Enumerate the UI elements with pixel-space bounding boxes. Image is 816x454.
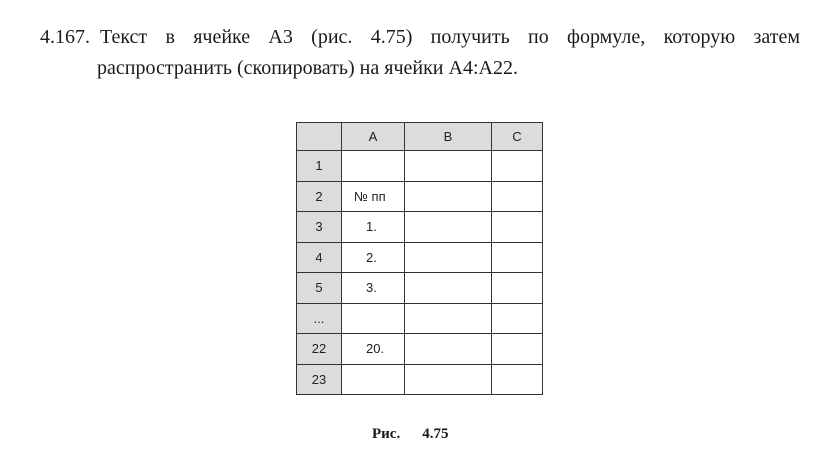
cell-b xyxy=(405,151,492,182)
column-header-b: B xyxy=(405,123,492,151)
cell-c xyxy=(492,212,543,243)
problem-statement xyxy=(40,22,800,84)
cell-c xyxy=(492,334,543,365)
row-header: 3 xyxy=(297,212,342,243)
row-header: ... xyxy=(297,303,342,334)
cell-b xyxy=(405,364,492,395)
problem-line-1 xyxy=(40,22,800,53)
cell-c xyxy=(492,181,543,212)
table-row xyxy=(297,303,543,334)
cell-c xyxy=(492,151,543,182)
cell-a xyxy=(342,364,405,395)
figure-caption xyxy=(372,426,448,443)
problem-text-line-1: Текст в ячейке А3 (рис. 4.75) получить по формуле, которую затем xyxy=(100,26,800,48)
problem-number: 4.167. xyxy=(40,26,90,48)
cell-a xyxy=(342,303,405,334)
cell-b xyxy=(405,273,492,304)
column-header-a: A xyxy=(342,123,405,151)
cell-b xyxy=(405,242,492,273)
problem-text-line-2: распространить (скопировать) на ячейки А4:А22. xyxy=(97,57,518,79)
table-row xyxy=(297,334,543,365)
cell-c xyxy=(492,303,543,334)
table-row xyxy=(297,212,543,243)
caption-number: 4.75 xyxy=(422,426,449,442)
problem-line-2 xyxy=(40,53,800,84)
column-header-c: C xyxy=(492,123,543,151)
table-row xyxy=(297,364,543,395)
caption-label: Рис. xyxy=(372,426,401,442)
corner-cell xyxy=(297,123,342,151)
cell-b xyxy=(405,334,492,365)
cell-b xyxy=(405,303,492,334)
table-row xyxy=(297,273,543,304)
spreadsheet-figure xyxy=(296,122,543,395)
cell-a: 3. xyxy=(342,273,405,304)
cell-b xyxy=(405,181,492,212)
row-header: 1 xyxy=(297,151,342,182)
cell-c xyxy=(492,364,543,395)
cell-a: 1. xyxy=(342,212,405,243)
cell-a: № пп xyxy=(342,181,405,212)
table-row xyxy=(297,242,543,273)
table-row xyxy=(297,181,543,212)
row-header: 4 xyxy=(297,242,342,273)
cell-a: 2. xyxy=(342,242,405,273)
column-header-row xyxy=(297,123,543,151)
cell-a: 20. xyxy=(342,334,405,365)
row-header: 5 xyxy=(297,273,342,304)
cell-c xyxy=(492,273,543,304)
cell-c xyxy=(492,242,543,273)
row-header: 22 xyxy=(297,334,342,365)
table-row xyxy=(297,151,543,182)
cell-a xyxy=(342,151,405,182)
row-header: 23 xyxy=(297,364,342,395)
row-header: 2 xyxy=(297,181,342,212)
cell-b xyxy=(405,212,492,243)
